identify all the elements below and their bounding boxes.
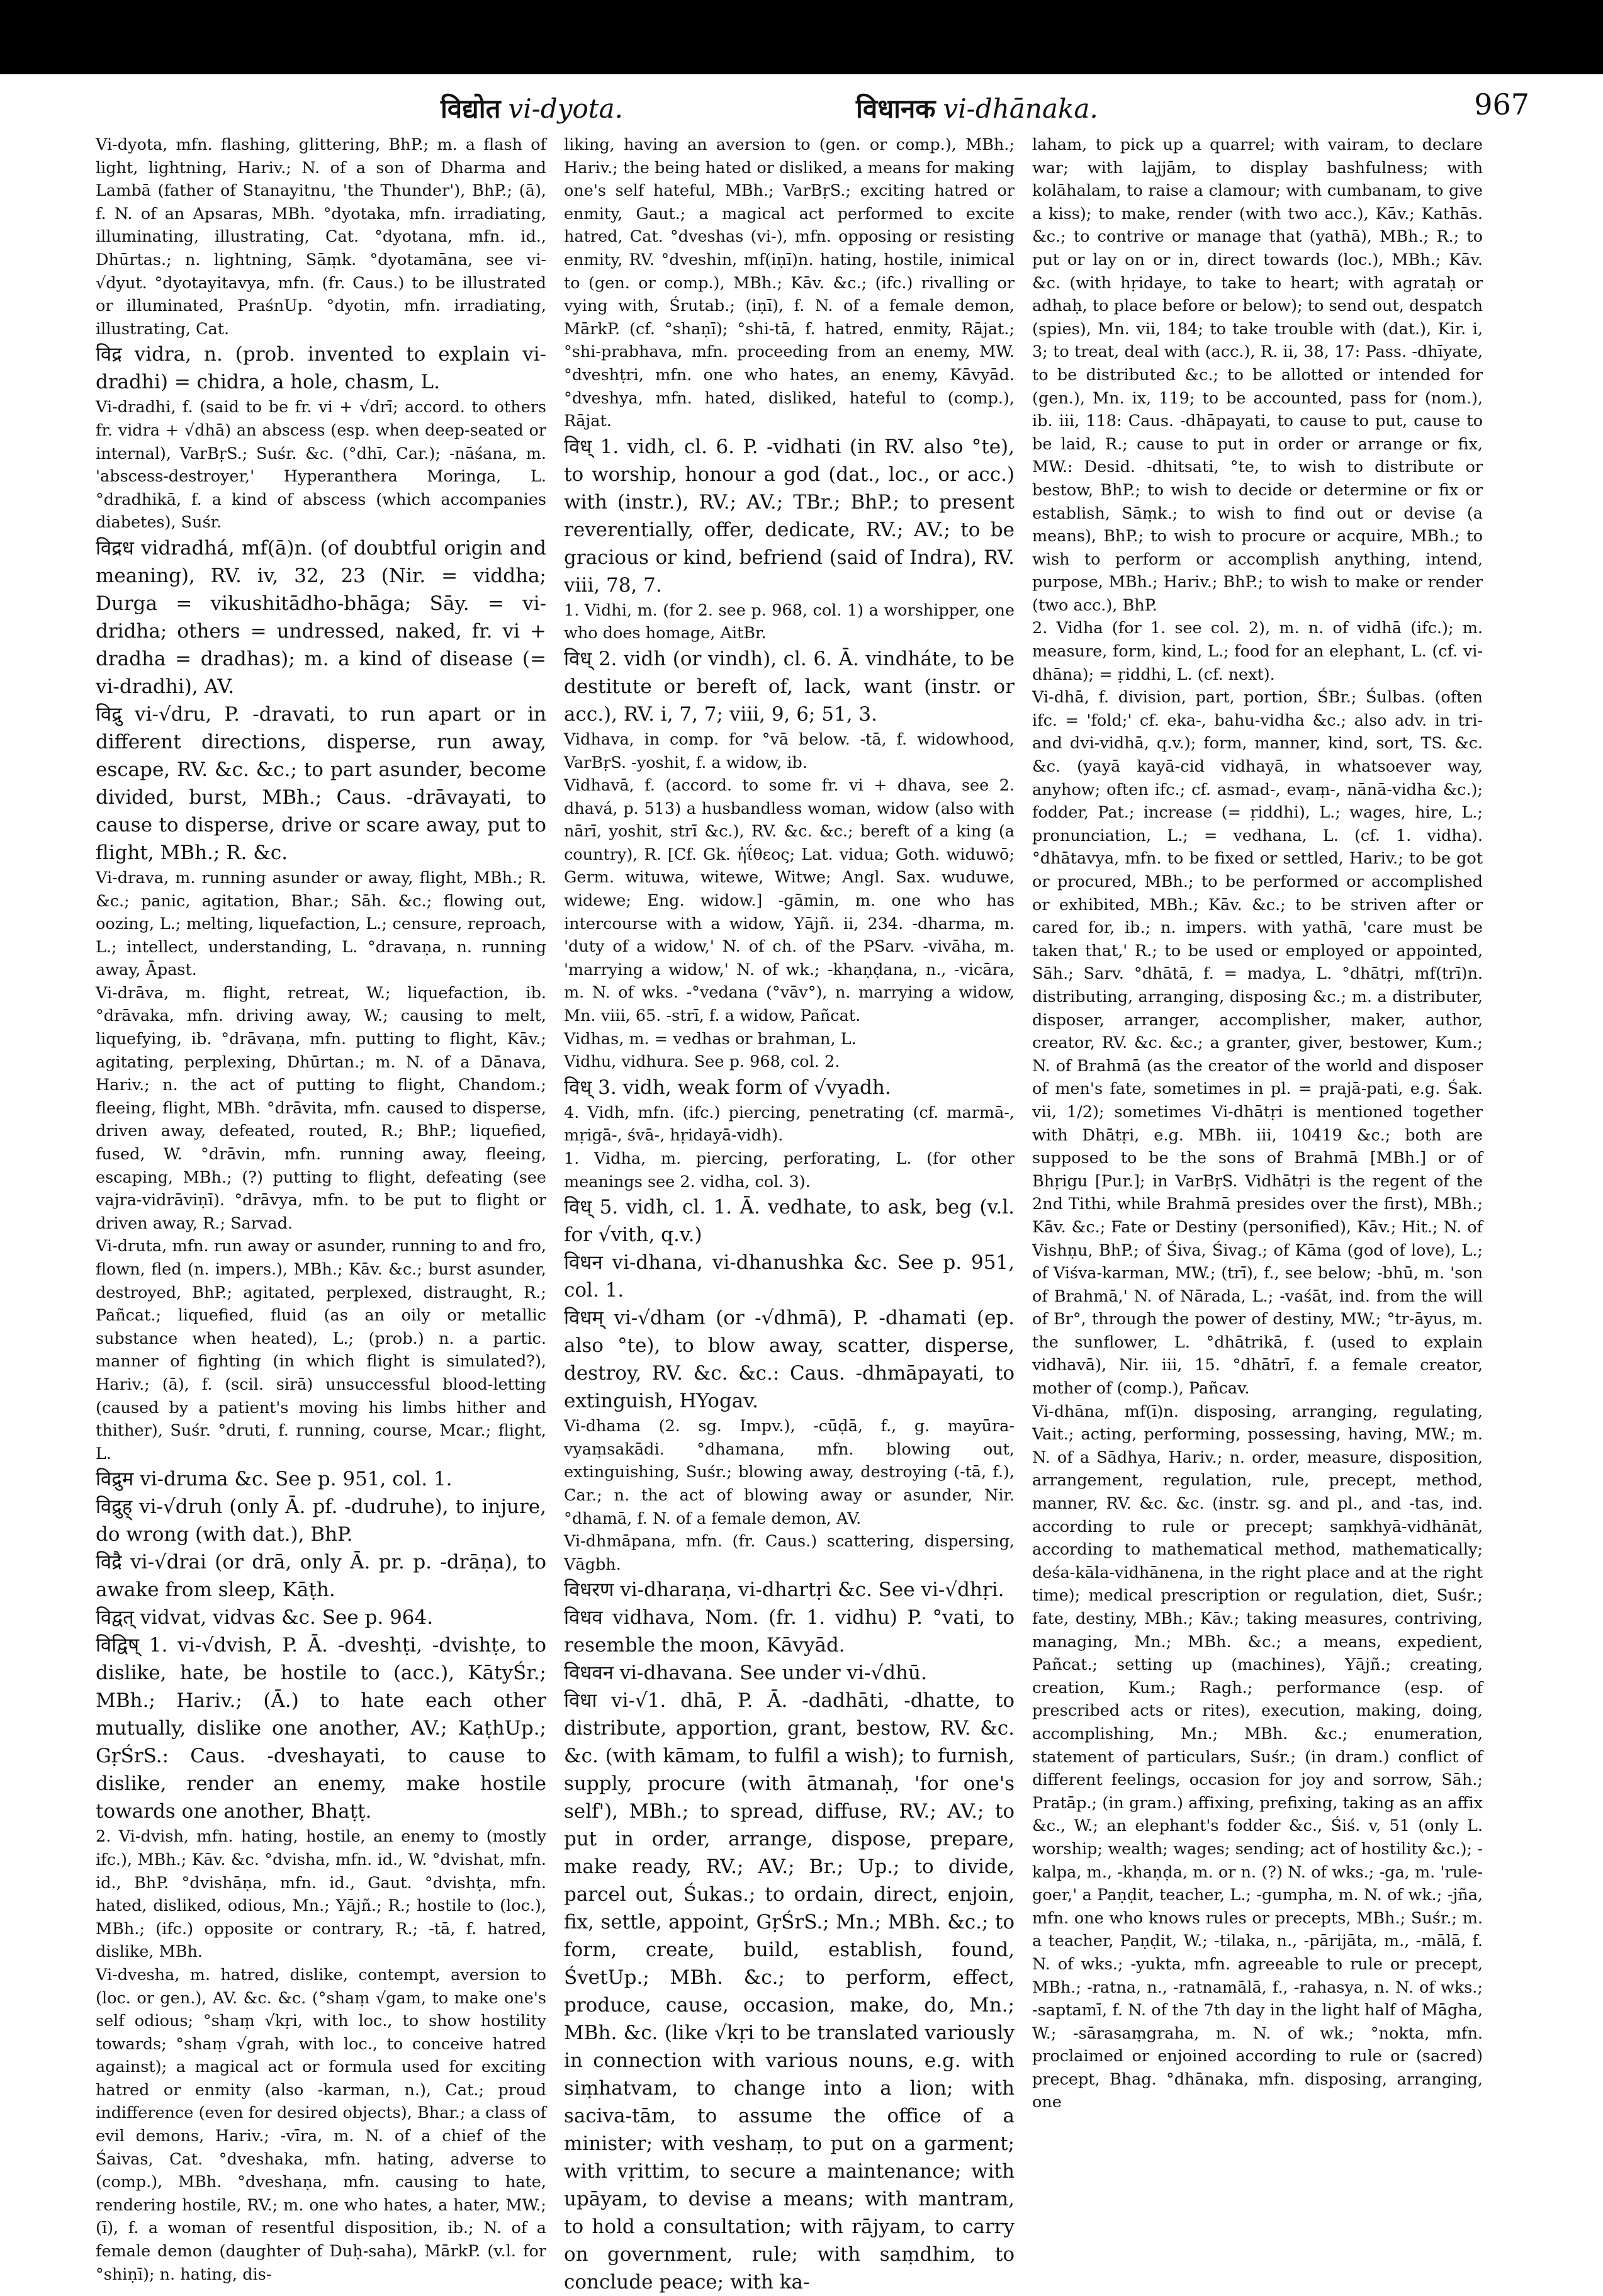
dictionary-root-entry: विधवन vi-dhavana. See under vi-√dhū. bbox=[564, 1662, 927, 1685]
dictionary-root-entry: विद्वत् vidvat, vidvas &c. See p. 964. bbox=[96, 1606, 434, 1629]
dictionary-column-1 bbox=[96, 133, 546, 2284]
dictionary-root-entry: विधा vi-√1. dhā, P. Ā. -dadhāti, -dhatte, to distribute, apportion, grant, bestow, RV. &c. &c. (with kāmam, to fulfil a wish); to furnish, supply, procure (with ātmanaḥ, 'for one's self'), MBh.; to spread, diffuse, RV.; AV.; to put in order, arrange, dispose, prepare, make ready, RV.; AV.; Br.; Up.; to divide, parcel out, Śukas.; to ordain, direct, enjoin, fix, settle, appoint, GṛŚrS.; Mn.; MBh. &c.; to form, create, build, establish, found, ŚvetUp.; MBh. &c.; to perform, effect, produce, cause, occasion, make, do, Mn.; MBh. &c. (like √kṛi to be translated variously in connection with various nouns, e.g. with siṃhatvam, to change into a lion; with saciva-tām, to assume the office of a minister; with veshaṃ, to put on a garment; with vṛittim, to secure a maintenance; with upāyam, to devise a means; with mantram, to hold a consultation; with rājyam, to carry on government, rule; with saṃdhim, to conclude peace; with ka- bbox=[564, 1689, 1015, 2294]
dictionary-entry: 2. Vi-dvish, mfn. hating, hostile, an enemy to (mostly ifc.), MBh.; Kāv. &c. °dvisha, mfn. id., W. °dvishat, mfn. id., BhP. °dvishāṇa, mfn. id., Gaut. °dvishṭa, mfn. hated, disliked, odious, Mn.; Yājñ.; R.; hostile to (loc.), MBh.; (ifc.) opposite or contrary, R.; -tā, f. hatred, dislike, MBh. bbox=[96, 1827, 546, 1962]
dictionary-entry: Vi-druta, mfn. run away or asunder, running to and fro, flown, fled (n. impers.), MBh.; Kāv. &c.; burst asunder, destroyed, BhP.; agitated, perplexed, distraught, R.; Pañcat.; liquefied, fluid (as an oily or metallic substance when heated), L.; (prob.) n. a partic. manner of fighting (in which flight is simulated?), Hariv.; (ā), f. (scil. sirā) unsuccessful blood-letting (caused by a patient's moving his limbs hither and thither), Suśr. °druti, f. running, course, Mcar.; flight, L. bbox=[96, 1237, 546, 1463]
dictionary-entry: Vidhu, vidhura. See p. 968, col. 2. bbox=[564, 1052, 840, 1072]
center-running-head bbox=[856, 90, 1098, 126]
dictionary-entry: Vi-dhmāpana, mfn. (fr. Caus.) scattering, dispersing, Vāgbh. bbox=[564, 1532, 1015, 1574]
dictionary-entry: Vidhavā, f. (accord. to some fr. vi + dhava, see 2. dhavá, p. 513) a husbandless woman, widow (also with nārī, yoshit, strī &c.), RV. &c. &c.; bereft of a king (a country), R. [Cf. Gk. ἠΐθεος; Lat. vidua; Goth. widuwō; Germ. wituwa, witewe, Witwe; Angl. Sax. wuduwe, widewe; Eng. widow.] -gāmin, m. one who has intercourse with a widow, Yājñ. ii, 234. -dharma, m. 'duty of a widow,' N. of ch. of the PSarv. -vivāha, m. 'marrying a widow,' N. of wk.; -khaṇḍana, n., -vicāra, m. N. of wks. -°vedana (°vāv°), n. marrying a widow, Mn. viii, 65. -strī, f. a widow, Pañcat. bbox=[564, 776, 1015, 1026]
dictionary-entry: Vi-dhā, f. division, part, portion, ŚBr.; Śulbas. (often ifc. = 'fold;' cf. eka-, bahu-vidha &c.; also adv. in tri- and dvi-vidhā, q.v.); form, manner, kind, sort, TS. &c. &c. (yayā kayā-cid vidhayā, in whatsoever way, anyhow; often ifc.; cf. asmad-, evaṃ-, nānā-vidha &c.); fodder, Pat.; increase (= ṛiddhi), L.; wages, hire, L.; pronunciation, L.; = vedhana, L. (cf. 1. vidha). °dhātavya, mfn. to be fixed or settled, Hariv.; to be got or procured, MBh.; to be performed or accomplished or exhibited, MBh.; Kāv. &c.; to be striven after or cared for, ib.; n. impers. with yathā, 'care must be taken that,' R.; to be used or employed or appointed, Sāh.; Sarv. °dhātā, f. = madya, L. °dhātṛi, mf(trī)n. distributing, arranging, disposing &c.; m. a distributer, disposer, arranger, accomplisher, maker, author, creator, RV. &c. &c.; a granter, giver, bestower, Kum.; N. of Brahmā (as the creator of the world and disposer of men's fate, sometimes in pl. = prajā-pati, e.g. Śak. vii, 1/2); sometimes Vi-dhātṛi is mentioned together with Dhātṛi, e.g. MBh. iii, 10419 &c.; both are supposed to be the sons of Brahmā [MBh.] or of Bhṛigu [Pur.]; in VarBṛS. Vidhātṛi is the regent of the 2nd Tithi, while Brahmā presides over the first), MBh.; Kāv. &c.; Fate or Destiny (personified), Kāv.; Hit.; N. of Vishṇu, BhP.; of Śiva, Śivag.; of Kāma (god of love), L.; of Viśva-karman, MW.; (trī), f., see below; -bhū, m. 'son of Brahmā,' N. of Nārada, L.; -vaśāt, ind. from the will of Br°, through the power of destiny, MW.; °tr-āyus, m. the sunflower, L. °dhātrikā, f. (used to explain vidhavā), Nir. iii, 15. °dhātrī, f. a female creator, mother of (comp.), Pañcav. bbox=[1032, 688, 1483, 1398]
dictionary-entry: 4. Vidh, mfn. (ifc.) piercing, penetrating (cf. marmā-, mṛigā-, śvā-, hṛidayā-vidh). bbox=[564, 1103, 1015, 1145]
dictionary-root-entry: विद्रुम vi-druma &c. See p. 951, col. 1. bbox=[96, 1468, 453, 1491]
dictionary-entry: Vi-drāva, m. flight, retreat, W.; liquefaction, ib. °drāvaka, mfn. driving away, W.; causing to melt, liquefying, ib. °drāvaṇa, mfn. putting to flight, Kāv.; agitating, perplexing, Dhūrtan.; m. N. of a Dānava, Hariv.; n. the act of putting to flight, Chandom.; fleeing, flight, MBh. °drāvita, mfn. caused to disperse, driven away, defeated, routed, R.; BhP.; liquefied, fused, W. °drāvin, mfn. running away, fleeing, escaping, MBh.; (?) putting to flight, defeating (see vajra-vidrāviṇī). °drāvya, mfn. to be put to flight or driven away, R.; Sarvad. bbox=[96, 983, 546, 1233]
dictionary-root-entry: विद्रै vi-√drai (or drā, only Ā. pr. p. -drāṇa), to awake from sleep, Kāṭh. bbox=[96, 1551, 546, 1602]
dictionary-entry: Vi-dradhi, f. (said to be fr. vi + √drī; accord. to others fr. vidra + √dhā) an abscess (esp. when deep-seated or internal), VarBṛS.; Suśr. &c. (°dhī, Car.); -nāśana, m. 'abscess-destroyer,' Hyperanthera Moringa, L. °dradhikā, f. a kind of abscess (which accompanies diabetes), Suśr. bbox=[96, 398, 546, 532]
dictionary-entry: laham, to pick up a quarrel; with vairam, to declare war; with lajjām, to display bashfulness; with kolāhalam, to raise a clamour; with cumbanam, to give a kiss); to make, render (with two acc.), Kāv.; Kathās. &c.; to contrive or manage that (yathā), MBh.; R.; to put or lay on or in, direct towards (loc.), MBh.; Kāv. &c. (with hṛidaye, to take to heart; with agrataḥ or adhaḥ, to place before or below); to send out, despatch (spies), Mn. vii, 184; to take trouble with (dat.), Kir. i, 3; to treat, deal with (acc.), R. ii, 38, 17: Pass. -dhīyate, to be distributed &c.; to be allotted or intended for (gen.), Mn. ix, 119; to be accounted, pass for (nom.), ib. iii, 118: Caus. -dhāpayati, to cause to put, cause to be laid, R.; cause to put in order or arrange or fix, MW.: Desid. -dhitsati, °te, to wish to distribute or bestow, BhP.; to wish to decide or determine or fix or establish, Sāṃk.; to wish to find out or devise (a means), BhP.; to wish to procure or acquire, MBh.; to wish to perform or accomplish anything, intend, purpose, MBh.; Hariv.; BhP.; to wish to make or render (two acc.), BhP. bbox=[1032, 135, 1483, 615]
left-head-translit: vi-dyota. bbox=[508, 93, 624, 124]
dictionary-root-entry: विधव vidhava, Nom. (fr. 1. vidhu) P. °vati, to resemble the moon, Kāvyād. bbox=[564, 1606, 1015, 1657]
dictionary-root-entry: विध् 5. vidh, cl. 1. Ā. vedhate, to ask, beg (v.l. for √vith, q.v.) bbox=[564, 1196, 1015, 1247]
dictionary-root-entry: विद्विष् 1. vi-√dvish, P. Ā. -dveshṭi, -dvishṭe, to dislike, hate, be hostile to (acc.), KātyŚr.; MBh.; Hariv.; (Ā.) to hate each other mutually, dislike one another, AV.; KaṭhUp.; GṛŚrS.: Caus. -dveshayati, to cause to dislike, render an enemy, make hostile towards one another, Bhaṭṭ. bbox=[96, 1634, 546, 1823]
left-running-head bbox=[441, 90, 623, 126]
dictionary-column-2 bbox=[564, 133, 1015, 2294]
dictionary-root-entry: विद्रुह् vi-√druh (only Ā. pf. -dudruhe), to injure, do wrong (with dat.), BhP. bbox=[96, 1495, 546, 1546]
dictionary-root-entry: विध् 2. vidh (or vindh), cl. 6. Ā. vindháte, to be destitute or bereft of, lack, want (instr. or acc.), RV. i, 7, 7; viii, 9, 6; 51, 3. bbox=[564, 647, 1015, 726]
dictionary-root-entry: विधम् vi-√dham (or -√dhmā), P. -dhamati (ep. also °te), to blow away, scatter, disperse, destroy, RV. &c. &c.: Caus. -dhmāpayati, to extinguish, HYogav. bbox=[564, 1307, 1015, 1413]
running-header bbox=[94, 85, 1529, 129]
dictionary-root-entry: विध् 3. vidh, weak form of √vyadh. bbox=[564, 1076, 891, 1099]
center-head-translit: vi-dhānaka. bbox=[943, 93, 1098, 124]
center-head-devanagari: विधानक bbox=[856, 93, 936, 124]
dictionary-entry: Vi-dhama (2. sg. Impv.), -cūḍā, f., g. mayūra-vyaṃsakādi. °dhamana, mfn. blowing out, extinguishing, Suśr.; blowing away, destroying (-tā, f.), Car.; n. the act of blowing away or asunder, Nir. °dhamā, f. N. of a female demon, AV. bbox=[564, 1417, 1015, 1528]
page-number: 967 bbox=[1474, 87, 1529, 121]
scan-top-edge bbox=[0, 0, 1603, 74]
dictionary-root-entry: विद्रु vi-√dru, P. -dravati, to run apart or in different directions, disperse, run away, escape, RV. &c. &c.; to part asunder, become divided, burst, MBh.; Caus. -drāvayati, to cause to disperse, drive or scare away, put to flight, MBh.; R. &c. bbox=[96, 702, 546, 864]
dictionary-entry: Vi-dvesha, m. hatred, dislike, contempt, aversion to (loc. or gen.), AV. &c. &c. (°shaṃ √gam, to make one's self odious; °shaṃ √kṛi, with loc., to show hostility towards; °shaṃ √grah, with loc., to conceive hatred against); a magical act or formula used for exciting hatred or enmity (also -karman, n.), Cat.; proud indifference (even for desired objects), Bhar.; a class of evil demons, Hariv.; -vīra, m. N. of a chief of the Śaivas, Cat. °dveshaka, mfn. hating, adverse to (comp.), MBh. °dveshaṇa, mfn. causing to hate, rendering hostile, RV.; m. one who hates, a hater, MW.; (ī), f. a woman of resentful disposition, ib.; N. of a female demon (daughter of Duḥ-saha), MārkP. (v.l. for °shiṇī); n. hating, dis- bbox=[96, 1965, 546, 2284]
dictionary-entry: Vi-dyota, mfn. flashing, glittering, BhP.; m. a flash of light, lightning, Hariv.; N. of a son of Dharma and Lambā (father of Stanayitnu, 'the Thunder'), BhP.; (ā), f. N. of an Apsaras, MBh. °dyotaka, mfn. irradiating, illuminating, illustrating, Cat. °dyotana, mfn. id., Dhūrtas.; n. lightning, Sāṃk. °dyotamāna, see vi-√dyut. °dyotayitavya, mfn. (fr. Caus.) to be illustrated or illuminated, PraśnUp. °dyotin, mfn. irradiating, illustrating, Cat. bbox=[96, 135, 546, 339]
dictionary-root-entry: विधरण vi-dharaṇa, vi-dhartṛi &c. See vi-√dhṛi. bbox=[564, 1578, 1004, 1602]
dictionary-root-entry: विद्र vidra, n. (prob. invented to explain vi-dradhi) = chidra, a hole, chasm, L. bbox=[96, 343, 546, 394]
dictionary-entry: 1. Vidha, m. piercing, perforating, L. (for other meanings see 2. vidha, col. 3). bbox=[564, 1149, 1015, 1191]
left-head-devanagari: विद्योत bbox=[441, 93, 501, 124]
dictionary-entry: Vi-dhāna, mf(ī)n. disposing, arranging, regulating, Vait.; acting, performing, possessing, having, MW.; m. N. of a Sādhya, Hariv.; n. order, measure, disposition, arrangement, regulation, rule, precept, method, manner, RV. &c. &c. (instr. sg. and pl., and -tas, ind. according to rule or precept; saṃkhyā-vidhānāt, according to mathematical method, mathematically; deśa-kāla-vidhānena, in the right place and at the right time); medical prescription or regulation, diet, Suśr.; fate, destiny, MBh.; Kāv.; taking measures, contriving, managing, Mn.; MBh. &c.; a means, expedient, Pañcat.; setting up (machines), Yājñ.; creating, creation, Kum.; Ragh.; performance (esp. of prescribed acts or rites), execution, making, doing, accomplishing, Mn.; MBh. &c.; enumeration, statement of particulars, Suśr.; (in dram.) conflict of different feelings, occasion for joy and sorrow, Sāh.; Pratāp.; (in gram.) affixing, prefixing, taking as an affix &c., W.; an elephant's fodder &c., Śiś. v, 51 (only L. worship; wealth; wages; sending; act of hostility &c.); -kalpa, m., -khaṇḍa, m. or n. (?) N. of wks.; -ga, m. 'rule-goer,' a Paṇḍit, teacher, L.; -gumpha, m. N. of wk.; -jña, mfn. one who knows rules or precepts, MBh.; Suśr.; m. a teacher, Paṇḍit, W.; -tilaka, n., -pārijāta, m., -mālā, f. N. of wks.; -yukta, mfn. agreeable to rule or precept, MBh.; -ratna, n., -ratnamālā, f., -rahasya, n. N. of wks.; -saptamī, f. N. of the 7th day in the light half of Māgha, W.; -sārasaṃgraha, m. N. of wk.; °nokta, mfn. proclaimed or enjoined according to rule or (sacred) precept, Bhag. °dhānaka, mfn. disposing, arranging, one bbox=[1032, 1402, 1483, 2112]
dictionary-entry: liking, having an aversion to (gen. or comp.), MBh.; Hariv.; the being hated or disliked, a means for making one's self hateful, MBh.; VarBṛS.; exciting hatred or enmity, Gaut.; a magical act performed to excite hatred, Cat. °dveshas (vi-), mfn. opposing or resisting enmity, RV. °dveshin, mf(iṇī)n. hating, hostile, inimical to (gen. or comp.), MBh.; Kāv. &c.; (ifc.) rivalling or vying with, Śrutab.; (iṇī), f. N. of a female demon, MārkP. (cf. °shaṇī); °shi-tā, f. hatred, enmity, Rājat.; °shi-prabhava, mfn. proceeding from an enemy, MW. °dveshṭri, mfn. one who hates, an enemy, Kāvyād. °dveshya, mfn. hated, disliked, hateful to (comp.), Rājat. bbox=[564, 135, 1015, 431]
dictionary-root-entry: विद्रध vidradhá, mf(ā)n. (of doubtful origin and meaning), RV. iv, 32, 23 (Nir. = viddha; Durga = vikushitādho-bhāga; Sāy. = vi-dridha; others = undressed, naked, fr. vi + dradha = dradhas); m. a kind of disease (= vi-dradhi), AV. bbox=[96, 536, 546, 698]
dictionary-column-3 bbox=[1032, 133, 1483, 2112]
dictionary-entry: Vi-drava, m. running asunder or away, flight, MBh.; R. &c.; panic, agitation, Bhar.; Sāh. &c.; flowing out, oozing, L.; melting, liquefaction, L.; censure, reproach, L.; intellect, understanding, L. °dravaṇa, n. running away, Āpast. bbox=[96, 868, 546, 980]
dictionary-root-entry: विधन vi-dhana, vi-dhanushka &c. See p. 951, col. 1. bbox=[564, 1251, 1015, 1302]
dictionary-root-entry: विध् 1. vidh, cl. 6. P. -vidhati (in RV. also °te), to worship, honour a god (dat., loc., or acc.) with (instr.), RV.; AV.; TBr.; BhP.; to present reverentially, offer, dedicate, RV.; AV.; to be gracious or kind, befriend (said of Indra), RV. viii, 78, 7. bbox=[564, 435, 1015, 597]
dictionary-entry: Vidhava, in comp. for °vā below. -tā, f. widowhood, VarBṛS. -yoshit, f. a widow, ib. bbox=[564, 729, 1015, 772]
dictionary-entry: 2. Vidha (for 1. see col. 2), m. n. of vidhā (ifc.); m. measure, form, kind, L.; food for an elephant, L. (cf. vi-dhāna); = ṛiddhi, L. (cf. next). bbox=[1032, 619, 1483, 684]
dictionary-entry: 1. Vidhi, m. (for 2. see p. 968, col. 1) a worshipper, one who does homage, AitBr. bbox=[564, 600, 1015, 643]
dictionary-entry: Vidhas, m. = vedhas or brahman, L. bbox=[564, 1029, 857, 1049]
